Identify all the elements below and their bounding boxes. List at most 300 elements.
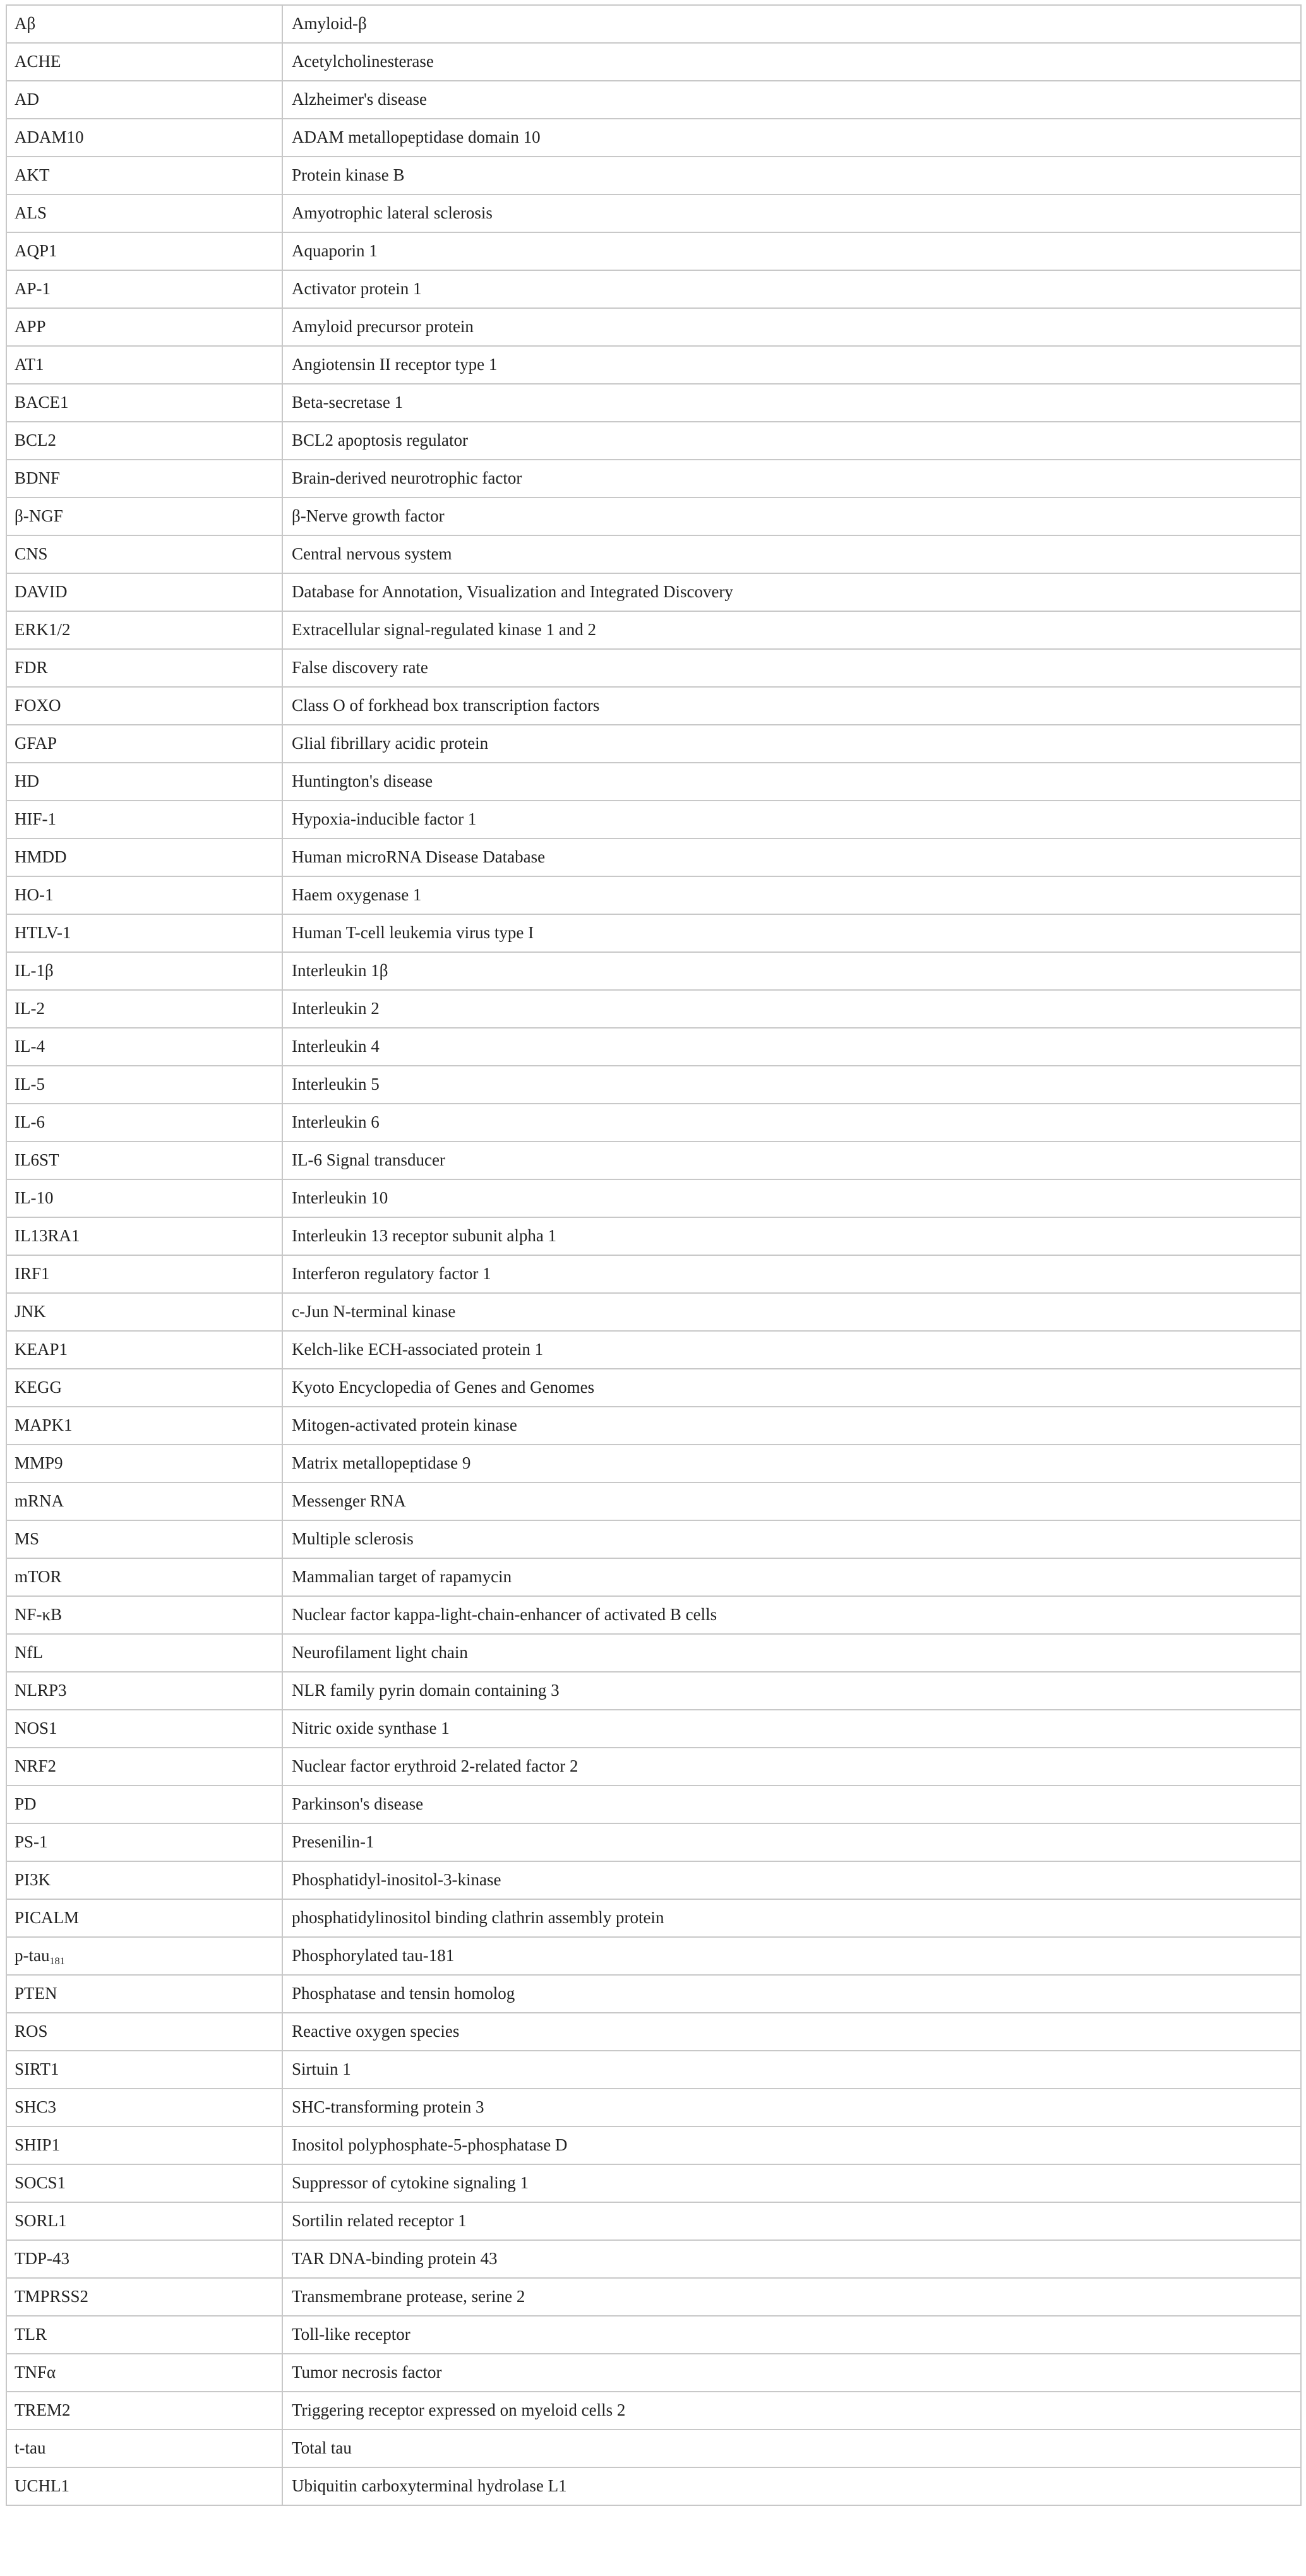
table-row bbox=[6, 1520, 1301, 1558]
definition-cell bbox=[282, 5, 1301, 43]
table-row bbox=[6, 1786, 1301, 1823]
abbreviation-text: β-NGF bbox=[15, 506, 63, 526]
abbreviation-cell bbox=[6, 1937, 282, 1975]
abbreviation-text: ERK1/2 bbox=[15, 620, 71, 640]
table-row bbox=[6, 535, 1301, 573]
definition-cell bbox=[282, 1104, 1301, 1142]
definition-text: Tumor necrosis factor bbox=[292, 2363, 442, 2382]
definition-cell bbox=[282, 1407, 1301, 1445]
abbreviation-text: DAVID bbox=[15, 582, 68, 602]
abbreviation-cell bbox=[6, 649, 282, 687]
definition-cell bbox=[282, 1937, 1301, 1975]
table-row bbox=[6, 270, 1301, 308]
definition-cell bbox=[282, 1369, 1301, 1407]
abbreviation-cell bbox=[6, 763, 282, 801]
abbreviation-text: AD bbox=[15, 90, 39, 109]
table-row bbox=[6, 611, 1301, 649]
abbreviation-cell bbox=[6, 725, 282, 763]
abbreviation-text: PICALM bbox=[15, 1908, 80, 1928]
definition-cell bbox=[282, 2051, 1301, 2089]
abbreviation-text: TLR bbox=[15, 2325, 47, 2344]
abbreviation-text: CNS bbox=[15, 544, 48, 564]
table-row bbox=[6, 384, 1301, 422]
abbreviation-cell bbox=[6, 1293, 282, 1331]
abbreviation-text: MAPK1 bbox=[15, 1416, 73, 1435]
table-row bbox=[6, 1179, 1301, 1217]
abbreviation-text: AKT bbox=[15, 165, 50, 185]
abbreviation-cell bbox=[6, 384, 282, 422]
definition-text: Glial fibrillary acidic protein bbox=[292, 734, 489, 753]
definition-text: Alzheimer's disease bbox=[292, 90, 428, 109]
abbreviation-text: mTOR bbox=[15, 1567, 62, 1587]
abbreviation-text: GFAP bbox=[15, 734, 57, 753]
definition-cell bbox=[282, 498, 1301, 535]
definition-cell bbox=[282, 801, 1301, 838]
abbreviation-text: FOXO bbox=[15, 696, 61, 715]
abbreviations-table bbox=[6, 4, 1302, 2506]
definition-text: Brain-derived neurotrophic factor bbox=[292, 468, 522, 488]
definition-text: Multiple sclerosis bbox=[292, 1529, 414, 1549]
abbreviation-cell bbox=[6, 498, 282, 535]
table-row bbox=[6, 2051, 1301, 2089]
table-row bbox=[6, 1672, 1301, 1710]
abbreviation-cell bbox=[6, 535, 282, 573]
definition-cell bbox=[282, 1066, 1301, 1104]
abbreviation-cell bbox=[6, 2240, 282, 2278]
table-row bbox=[6, 232, 1301, 270]
definition-cell bbox=[282, 422, 1301, 460]
abbreviation-text: TREM2 bbox=[15, 2400, 71, 2420]
abbreviation-cell bbox=[6, 1104, 282, 1142]
abbreviation-text: NF-κB bbox=[15, 1605, 63, 1625]
abbreviation-text: SOCS1 bbox=[15, 2173, 66, 2193]
abbreviation-text: ACHE bbox=[15, 52, 61, 71]
definition-cell bbox=[282, 232, 1301, 270]
abbreviation-cell bbox=[6, 1634, 282, 1672]
definition-cell bbox=[282, 876, 1301, 914]
definition-cell bbox=[282, 1786, 1301, 1823]
abbreviation-cell bbox=[6, 81, 282, 119]
abbreviation-text: t-tau bbox=[15, 2438, 46, 2458]
definition-cell bbox=[282, 990, 1301, 1028]
abbreviation-text: IL-10 bbox=[15, 1188, 54, 1208]
abbreviation-cell bbox=[6, 1445, 282, 1482]
table-row bbox=[6, 1937, 1301, 1975]
abbreviation-text: PTEN bbox=[15, 1984, 57, 2003]
abbreviation-text: ADAM10 bbox=[15, 128, 84, 147]
table-row bbox=[6, 687, 1301, 725]
definition-text: Central nervous system bbox=[292, 544, 452, 564]
definition-cell bbox=[282, 384, 1301, 422]
abbreviation-text: MMP9 bbox=[15, 1453, 63, 1473]
table-row bbox=[6, 308, 1301, 346]
abbreviation-text: HTLV-1 bbox=[15, 923, 71, 943]
definition-text: Phosphorylated tau-181 bbox=[292, 1946, 455, 1965]
definition-cell bbox=[282, 1596, 1301, 1634]
abbreviation-text: AQP1 bbox=[15, 241, 57, 261]
definition-cell bbox=[282, 1672, 1301, 1710]
table-row bbox=[6, 119, 1301, 157]
abbreviation-cell bbox=[6, 1520, 282, 1558]
definition-cell bbox=[282, 1975, 1301, 2013]
table-row bbox=[6, 2164, 1301, 2202]
definition-cell bbox=[282, 81, 1301, 119]
abbreviation-cell bbox=[6, 5, 282, 43]
definition-text: IL-6 Signal transducer bbox=[292, 1150, 445, 1170]
table-row bbox=[6, 1104, 1301, 1142]
abbreviation-cell bbox=[6, 573, 282, 611]
abbreviation-cell bbox=[6, 1672, 282, 1710]
definition-cell bbox=[282, 2467, 1301, 2505]
table-row bbox=[6, 1142, 1301, 1179]
abbreviation-text: TNFα bbox=[15, 2363, 56, 2382]
table-row bbox=[6, 990, 1301, 1028]
definition-cell bbox=[282, 725, 1301, 763]
table-row bbox=[6, 1634, 1301, 1672]
table-row bbox=[6, 2430, 1301, 2467]
table-row bbox=[6, 2316, 1301, 2354]
definition-text: Sirtuin 1 bbox=[292, 2060, 351, 2079]
definition-text: Neurofilament light chain bbox=[292, 1643, 468, 1662]
definition-cell bbox=[282, 914, 1301, 952]
table-row bbox=[6, 5, 1301, 43]
abbreviation-cell bbox=[6, 1710, 282, 1748]
definition-cell bbox=[282, 1634, 1301, 1672]
definition-cell bbox=[282, 1331, 1301, 1369]
definition-cell bbox=[282, 1142, 1301, 1179]
definition-cell bbox=[282, 2240, 1301, 2278]
table-row bbox=[6, 498, 1301, 535]
definition-cell bbox=[282, 2278, 1301, 2316]
table-row bbox=[6, 2126, 1301, 2164]
table-row bbox=[6, 157, 1301, 194]
definition-text: Hypoxia-inducible factor 1 bbox=[292, 809, 477, 829]
abbreviation-text: Aβ bbox=[15, 14, 36, 33]
abbreviation-text: PI3K bbox=[15, 1870, 51, 1890]
definition-cell bbox=[282, 838, 1301, 876]
definition-text: Mammalian target of rapamycin bbox=[292, 1567, 512, 1587]
table-row bbox=[6, 914, 1301, 952]
abbreviation-cell bbox=[6, 1558, 282, 1596]
definition-text: Database for Annotation, Visualization and Integrated Discovery bbox=[292, 582, 733, 602]
table-row bbox=[6, 1861, 1301, 1899]
table-row bbox=[6, 1255, 1301, 1293]
abbreviation-cell bbox=[6, 194, 282, 232]
definition-cell bbox=[282, 1520, 1301, 1558]
definition-cell bbox=[282, 460, 1301, 498]
abbreviations-table-body bbox=[6, 5, 1301, 2505]
abbreviation-cell bbox=[6, 308, 282, 346]
definition-text: Extracellular signal-regulated kinase 1 and 2 bbox=[292, 620, 597, 640]
abbreviation-cell bbox=[6, 1142, 282, 1179]
definition-cell bbox=[282, 2089, 1301, 2126]
definition-text: Reactive oxygen species bbox=[292, 2022, 460, 2041]
abbreviation-text: KEGG bbox=[15, 1378, 62, 1397]
table-row bbox=[6, 2202, 1301, 2240]
definition-cell bbox=[282, 1558, 1301, 1596]
definition-text: Angiotensin II receptor type 1 bbox=[292, 355, 498, 374]
abbreviation-cell bbox=[6, 2089, 282, 2126]
table-row bbox=[6, 1217, 1301, 1255]
table-row bbox=[6, 460, 1301, 498]
table-row bbox=[6, 1028, 1301, 1066]
definition-text: Nuclear factor erythroid 2-related factor 2 bbox=[292, 1756, 578, 1776]
abbreviation-cell bbox=[6, 2051, 282, 2089]
definition-text: Transmembrane protease, serine 2 bbox=[292, 2287, 525, 2306]
abbreviation-text: ROS bbox=[15, 2022, 48, 2041]
definition-text: Parkinson's disease bbox=[292, 1794, 424, 1814]
abbreviation-cell bbox=[6, 1369, 282, 1407]
abbreviation-cell bbox=[6, 2430, 282, 2467]
table-row bbox=[6, 725, 1301, 763]
definition-cell bbox=[282, 1217, 1301, 1255]
definition-text: Triggering receptor expressed on myeloid cells 2 bbox=[292, 2400, 626, 2420]
abbreviation-cell bbox=[6, 876, 282, 914]
table-row bbox=[6, 649, 1301, 687]
definition-text: TAR DNA-binding protein 43 bbox=[292, 2249, 498, 2269]
abbreviation-cell bbox=[6, 43, 282, 81]
definition-cell bbox=[282, 1293, 1301, 1331]
abbreviation-cell bbox=[6, 687, 282, 725]
abbreviation-text: UCHL1 bbox=[15, 2476, 69, 2496]
table-row bbox=[6, 194, 1301, 232]
definition-text: Human T-cell leukemia virus type I bbox=[292, 923, 534, 943]
definition-cell bbox=[282, 1899, 1301, 1937]
abbreviation-cell bbox=[6, 2013, 282, 2051]
abbreviation-text: mRNA bbox=[15, 1491, 64, 1511]
definition-text: Human microRNA Disease Database bbox=[292, 847, 546, 867]
definition-text: Mitogen-activated protein kinase bbox=[292, 1416, 517, 1435]
abbreviation-text: IL13RA1 bbox=[15, 1226, 80, 1246]
abbreviation-text: IL-2 bbox=[15, 999, 45, 1018]
abbreviation-cell bbox=[6, 1482, 282, 1520]
table-row bbox=[6, 1596, 1301, 1634]
abbreviation-text: IL-4 bbox=[15, 1037, 45, 1056]
abbreviation-cell bbox=[6, 1596, 282, 1634]
abbreviation-text: APP bbox=[15, 317, 46, 337]
abbreviation-cell bbox=[6, 1899, 282, 1937]
table-row bbox=[6, 2467, 1301, 2505]
definition-text: Presenilin-1 bbox=[292, 1832, 374, 1852]
abbreviation-cell bbox=[6, 611, 282, 649]
abbreviation-text: HD bbox=[15, 772, 39, 791]
abbreviation-cell bbox=[6, 1786, 282, 1823]
definition-text: Acetylcholinesterase bbox=[292, 52, 434, 71]
abbreviation-text: NOS1 bbox=[15, 1719, 57, 1738]
abbreviation-cell bbox=[6, 270, 282, 308]
definition-text: Matrix metallopeptidase 9 bbox=[292, 1453, 471, 1473]
definition-text: c-Jun N-terminal kinase bbox=[292, 1302, 456, 1321]
definition-text: Interleukin 13 receptor subunit alpha 1 bbox=[292, 1226, 557, 1246]
definition-text: Toll-like receptor bbox=[292, 2325, 410, 2344]
table-row bbox=[6, 422, 1301, 460]
definition-cell bbox=[282, 119, 1301, 157]
abbreviation-text: TDP-43 bbox=[15, 2249, 69, 2269]
definition-cell bbox=[282, 1861, 1301, 1899]
definition-cell bbox=[282, 1255, 1301, 1293]
definition-text: BCL2 apoptosis regulator bbox=[292, 431, 468, 450]
abbreviation-text: IL6ST bbox=[15, 1150, 59, 1170]
abbreviation-text: AT1 bbox=[15, 355, 44, 374]
definition-text: ADAM metallopeptidase domain 10 bbox=[292, 128, 541, 147]
definition-cell bbox=[282, 2202, 1301, 2240]
definition-cell bbox=[282, 1179, 1301, 1217]
definition-text: SHC-transforming protein 3 bbox=[292, 2097, 484, 2117]
definition-cell bbox=[282, 270, 1301, 308]
abbreviation-text: FDR bbox=[15, 658, 48, 677]
definition-text: Haem oxygenase 1 bbox=[292, 885, 422, 905]
abbreviation-text: SHIP1 bbox=[15, 2135, 61, 2155]
abbreviation-text: SIRT1 bbox=[15, 2060, 59, 2079]
definition-text: Protein kinase B bbox=[292, 165, 405, 185]
table-row bbox=[6, 2013, 1301, 2051]
definition-text: Nitric oxide synthase 1 bbox=[292, 1719, 450, 1738]
definition-text: β-Nerve growth factor bbox=[292, 506, 445, 526]
abbreviation-cell bbox=[6, 2392, 282, 2430]
abbreviation-text: ALS bbox=[15, 203, 47, 223]
abbreviation-cell bbox=[6, 914, 282, 952]
table-row bbox=[6, 801, 1301, 838]
table-row bbox=[6, 952, 1301, 990]
abbreviation-cell bbox=[6, 2467, 282, 2505]
abbreviation-cell bbox=[6, 801, 282, 838]
abbreviation-text: NLRP3 bbox=[15, 1681, 67, 1700]
definition-text: Activator protein 1 bbox=[292, 279, 422, 299]
table-row bbox=[6, 346, 1301, 384]
abbreviation-text: HMDD bbox=[15, 847, 67, 867]
definition-text: Amyotrophic lateral sclerosis bbox=[292, 203, 493, 223]
table-row bbox=[6, 1066, 1301, 1104]
abbreviation-text: PS-1 bbox=[15, 1832, 48, 1852]
abbreviation-text: HO-1 bbox=[15, 885, 54, 905]
abbreviation-text: BCL2 bbox=[15, 431, 57, 450]
abbreviation-cell bbox=[6, 346, 282, 384]
abbreviation-text: IRF1 bbox=[15, 1264, 50, 1284]
definition-cell bbox=[282, 2316, 1301, 2354]
definition-text: phosphatidylinositol binding clathrin assembly protein bbox=[292, 1908, 664, 1928]
definition-cell bbox=[282, 573, 1301, 611]
definition-text: Nuclear factor kappa-light-chain-enhancer of activated B cells bbox=[292, 1605, 717, 1625]
abbreviation-text: p-tau bbox=[15, 1946, 50, 1965]
abbreviation-cell bbox=[6, 2278, 282, 2316]
table-row bbox=[6, 876, 1301, 914]
abbreviation-cell bbox=[6, 1823, 282, 1861]
table-row bbox=[6, 763, 1301, 801]
table-row bbox=[6, 1407, 1301, 1445]
definition-cell bbox=[282, 308, 1301, 346]
abbreviation-cell bbox=[6, 1179, 282, 1217]
abbreviation-cell bbox=[6, 1407, 282, 1445]
definition-text: Phosphatase and tensin homolog bbox=[292, 1984, 515, 2003]
definition-text: Sortilin related receptor 1 bbox=[292, 2211, 467, 2231]
abbreviation-text: MS bbox=[15, 1529, 40, 1549]
definition-cell bbox=[282, 1748, 1301, 1786]
table-row bbox=[6, 1558, 1301, 1596]
definition-cell bbox=[282, 535, 1301, 573]
definition-cell bbox=[282, 346, 1301, 384]
abbreviation-cell bbox=[6, 422, 282, 460]
abbreviation-cell bbox=[6, 1255, 282, 1293]
table-row bbox=[6, 1899, 1301, 1937]
table-row bbox=[6, 43, 1301, 81]
definition-text: Inositol polyphosphate-5-phosphatase D bbox=[292, 2135, 568, 2155]
definition-text: Interleukin 5 bbox=[292, 1075, 380, 1094]
table-row bbox=[6, 1445, 1301, 1482]
table-row bbox=[6, 2278, 1301, 2316]
abbreviation-cell bbox=[6, 2202, 282, 2240]
abbreviation-cell bbox=[6, 1028, 282, 1066]
definition-cell bbox=[282, 2430, 1301, 2467]
abbreviation-text: IL-5 bbox=[15, 1075, 45, 1094]
definition-text: Interleukin 2 bbox=[292, 999, 380, 1018]
definition-text: Suppressor of cytokine signaling 1 bbox=[292, 2173, 529, 2193]
abbreviation-cell bbox=[6, 990, 282, 1028]
definition-cell bbox=[282, 2126, 1301, 2164]
abbreviation-cell bbox=[6, 2164, 282, 2202]
abbreviation-cell bbox=[6, 1331, 282, 1369]
table-row bbox=[6, 2354, 1301, 2392]
abbreviation-cell bbox=[6, 157, 282, 194]
definition-cell bbox=[282, 2392, 1301, 2430]
table-row bbox=[6, 1823, 1301, 1861]
definition-cell bbox=[282, 649, 1301, 687]
abbreviation-cell bbox=[6, 838, 282, 876]
abbreviation-cell bbox=[6, 460, 282, 498]
abbreviation-cell bbox=[6, 1861, 282, 1899]
table-row bbox=[6, 1482, 1301, 1520]
definition-text: Amyloid-β bbox=[292, 14, 367, 33]
abbreviation-text: BACE1 bbox=[15, 393, 69, 412]
abbreviation-text: PD bbox=[15, 1794, 37, 1814]
abbreviation-cell bbox=[6, 1217, 282, 1255]
definition-text: Huntington's disease bbox=[292, 772, 433, 791]
definition-cell bbox=[282, 763, 1301, 801]
abbreviation-text: HIF-1 bbox=[15, 809, 56, 829]
table-row bbox=[6, 1293, 1301, 1331]
table-row bbox=[6, 838, 1301, 876]
definition-text: False discovery rate bbox=[292, 658, 428, 677]
table-row bbox=[6, 1975, 1301, 2013]
abbreviation-cell bbox=[6, 119, 282, 157]
abbreviation-cell bbox=[6, 2316, 282, 2354]
definition-text: Amyloid precursor protein bbox=[292, 317, 474, 337]
abbreviation-text: JNK bbox=[15, 1302, 46, 1321]
table-row bbox=[6, 1369, 1301, 1407]
table-row bbox=[6, 2240, 1301, 2278]
definition-text: Interleukin 1β bbox=[292, 961, 388, 981]
definition-text: Interleukin 10 bbox=[292, 1188, 388, 1208]
abbreviation-text: NfL bbox=[15, 1643, 43, 1662]
abbreviation-text: AP-1 bbox=[15, 279, 51, 299]
definition-text: Ubiquitin carboxyterminal hydrolase L1 bbox=[292, 2476, 567, 2496]
definition-cell bbox=[282, 611, 1301, 649]
definition-text: Interferon regulatory factor 1 bbox=[292, 1264, 491, 1284]
definition-cell bbox=[282, 1482, 1301, 1520]
abbreviation-text: IL-1β bbox=[15, 961, 54, 981]
abbreviation-text: SHC3 bbox=[15, 2097, 57, 2117]
table-row bbox=[6, 1331, 1301, 1369]
definition-cell bbox=[282, 1028, 1301, 1066]
definition-cell bbox=[282, 194, 1301, 232]
definition-text: Beta-secretase 1 bbox=[292, 393, 404, 412]
definition-text: Kyoto Encyclopedia of Genes and Genomes bbox=[292, 1378, 595, 1397]
abbreviation-cell bbox=[6, 1748, 282, 1786]
abbreviation-text: BDNF bbox=[15, 468, 61, 488]
abbreviation-cell bbox=[6, 2126, 282, 2164]
table-row bbox=[6, 81, 1301, 119]
abbreviation-subscript: 181 bbox=[49, 1955, 65, 1967]
table-row bbox=[6, 1748, 1301, 1786]
